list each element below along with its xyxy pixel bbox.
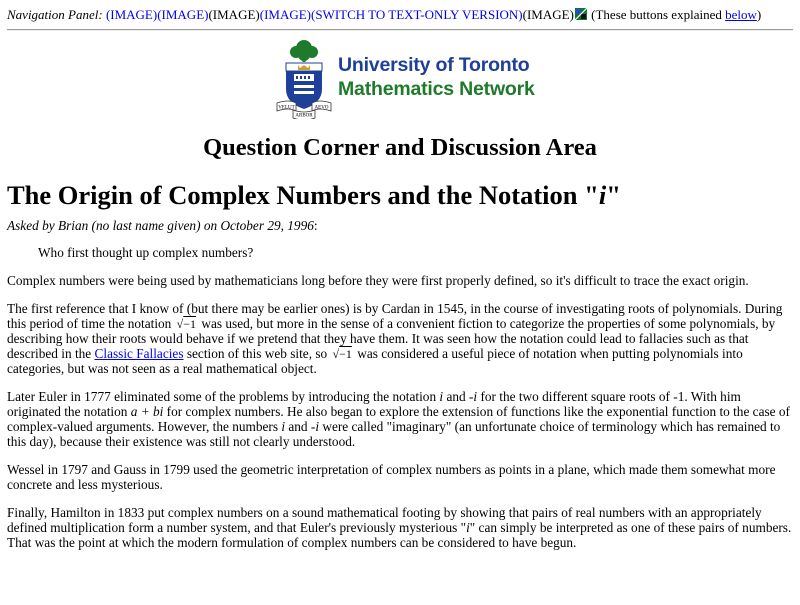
motto-left: VELUT	[278, 105, 295, 111]
p3-minus-i-2: -i	[310, 419, 320, 434]
sqrt-minus-one-1: √−1	[176, 317, 197, 331]
title-variable: i	[598, 180, 607, 210]
p3-abi: a + bi	[130, 404, 164, 419]
p3-and: and	[446, 389, 466, 404]
p2-part-d: was considered a useful piece of notation when putting polynomials into categories, but was not seen as a real mathematical object.	[7, 346, 743, 376]
university-wordmark	[338, 53, 535, 101]
classic-fallacies-link[interactable]: Classic Fallacies	[94, 346, 184, 361]
p3-i: i	[439, 389, 444, 404]
navigation-panel	[7, 7, 793, 23]
p3-minus-i: -i	[468, 389, 478, 404]
title-quote: "	[606, 180, 621, 210]
nav-button-4[interactable]: (IMAGE)	[259, 7, 311, 22]
paragraph-5	[7, 505, 793, 550]
wordmark-line-1: University of Toronto	[338, 54, 530, 76]
p3-part-a: Later Euler in 1777 eliminated some of the problems by introducing the notation	[7, 389, 437, 404]
nav-prefix: Navigation Panel:	[7, 7, 103, 22]
nav-button-1[interactable]: (IMAGE)	[105, 7, 158, 22]
paragraph-4: Wessel in 1797 and Gauss in 1799 used the geometric interpretation of complex numbers as points in a plane, which made them somewhat more concrete and less mysterious.	[7, 462, 776, 492]
university-crest-icon	[274, 37, 334, 119]
p2-part-b: was used, but more in the sense of a convenient fiction to categorize the properties of some polynomials, by describing how their roots would behave if we pretend that they have them. It was seen how the notation could lead to fallacies such as that described in the	[7, 316, 776, 361]
logo-header[interactable]	[7, 37, 793, 123]
p3-and-2: and	[288, 419, 308, 434]
question-text: Who first thought up complex numbers?	[38, 245, 254, 260]
motto-right: AEVO	[314, 105, 329, 111]
paragraph-3	[7, 389, 793, 449]
p5-part-a: Finally, Hamilton in 1833 put complex numbers on a sound mathematical footing by showing that pairs of real numbers with an appropriately defined multiplication form a number system, and that Euler's previously mysterious "	[7, 505, 762, 535]
sqrt-radicand: −1	[339, 347, 352, 361]
nav-below-link[interactable]: below	[725, 7, 757, 22]
motto-bottom: ARBOR	[295, 113, 313, 119]
p2-part-c: section of this web site, so	[186, 346, 328, 361]
wordmark-line-2: Mathematics Network	[338, 78, 535, 100]
asked-by-text: Asked by Brian (no last name given) on October 29, 1996	[7, 218, 314, 233]
nav-explained-suffix: )	[756, 7, 762, 22]
p3-part-d: for complex numbers. He also began to explore the extension of functions like the exponential function to the case of complex-valued arguments. However, the numbers	[7, 404, 790, 434]
nav-button-3: (IMAGE)	[208, 7, 260, 22]
sqrt-radicand: −1	[183, 317, 197, 331]
asked-colon: :	[313, 218, 318, 233]
sqrt-minus-one-2: √−1	[332, 347, 352, 361]
paragraph-1: Complex numbers were being used by mathematicians long before they were first properly defined, so it's difficult to trace the exact origin.	[7, 273, 749, 288]
nav-button-6: (IMAGE)	[522, 7, 574, 22]
asked-by	[7, 218, 793, 233]
article-title	[7, 179, 793, 211]
nav-explained-prefix: (These buttons explained	[591, 7, 726, 22]
nav-button-2[interactable]: (IMAGE)	[157, 7, 209, 22]
p2-part-a: The first reference that I know of (but there may be earlier ones) is by Cardan in 1545, in the course of investigating roots of polynomials. During this period of time the notation	[7, 301, 783, 331]
paragraph-2	[7, 301, 793, 376]
p5-part-b: " can simply be interpreted as one of these pairs of numbers. That was the point at which the modern formulation of complex numbers can be considered to have begun.	[7, 520, 792, 550]
mini-map-icon[interactable]	[575, 8, 587, 20]
section-title: Question Corner and Discussion Area	[203, 134, 597, 161]
p3-i-2: i	[281, 419, 286, 434]
nav-text-only-button[interactable]: (SWITCH TO TEXT-ONLY VERSION)	[311, 7, 523, 22]
top-divider	[7, 29, 793, 31]
p3-part-c: for the two different square roots of -1. With him originated the notation	[7, 389, 741, 419]
title-text: The Origin of Complex Numbers and the Notation "	[7, 180, 599, 210]
p3-part-e: were called "imaginary" (an unfortunate choice of terminology which has remained to this day), because their existence was still not clearly understood.	[7, 419, 781, 449]
p5-i: i	[466, 520, 470, 535]
